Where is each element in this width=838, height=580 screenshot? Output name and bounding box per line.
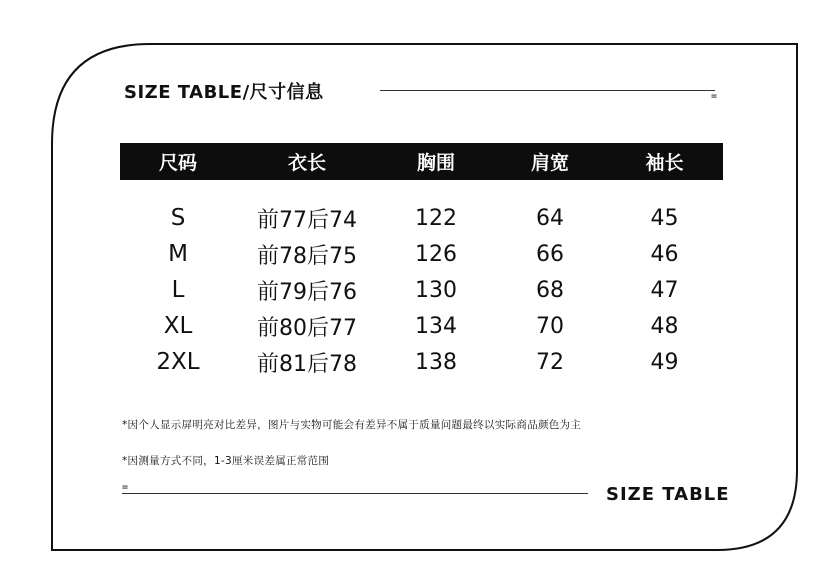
cell-length: 前81后78 [257, 351, 357, 377]
cell-shoulder: 64 [536, 205, 564, 231]
cell-chest: 122 [415, 205, 457, 231]
measurement-tolerance-note: *因测量方式不同，1-3厘米误差属正常范围 [122, 455, 330, 467]
header-shoulder: 肩宽 [530, 152, 569, 174]
table-body [120, 200, 723, 380]
equals-mark-bottom: = [122, 482, 129, 493]
cell-chest: 138 [415, 349, 457, 375]
cell-sleeve: 48 [650, 313, 679, 339]
cell-size: S [170, 205, 186, 231]
cell-chest: 130 [415, 277, 457, 303]
header-length: 衣长 [287, 152, 326, 174]
cell-shoulder: 70 [536, 313, 564, 339]
cell-shoulder: 72 [536, 349, 564, 375]
cell-length: 前78后75 [257, 243, 357, 269]
cell-sleeve: 49 [650, 349, 679, 375]
title-divider [380, 90, 715, 91]
cell-size: XL [163, 313, 193, 339]
table-row [120, 308, 723, 344]
size-table [120, 143, 723, 380]
header-chest: 胸围 [416, 152, 455, 174]
header-size: 尺码 [158, 152, 197, 174]
cell-length: 前77后74 [257, 207, 357, 233]
footer-label: SIZE TABLE [606, 484, 730, 505]
table-row [120, 344, 723, 380]
cell-chest: 134 [415, 313, 457, 339]
header-sleeve: 袖长 [645, 152, 684, 174]
cell-length: 前79后76 [257, 279, 357, 305]
cell-sleeve: 47 [650, 277, 679, 303]
cell-size: M [168, 241, 188, 267]
table-row [120, 200, 723, 236]
page-title: SIZE TABLE/尺寸信息 [124, 82, 324, 103]
footer-divider [122, 493, 588, 494]
table-header [120, 143, 723, 180]
table-row [120, 272, 723, 308]
display-disclaimer-note: *因个人显示屏明亮对比差异，图片与实物可能会有差异不属于质量问题最终以实际商品颜色为主 [122, 419, 582, 431]
cell-sleeve: 45 [650, 205, 679, 231]
cell-shoulder: 68 [536, 277, 564, 303]
cell-chest: 126 [415, 241, 457, 267]
table-row [120, 236, 723, 272]
cell-size: L [171, 277, 185, 303]
cell-length: 前80后77 [257, 315, 357, 341]
cell-size: 2XL [156, 349, 200, 375]
equals-mark-top: = [711, 91, 718, 102]
cell-shoulder: 66 [536, 241, 564, 267]
cell-sleeve: 46 [650, 241, 679, 267]
